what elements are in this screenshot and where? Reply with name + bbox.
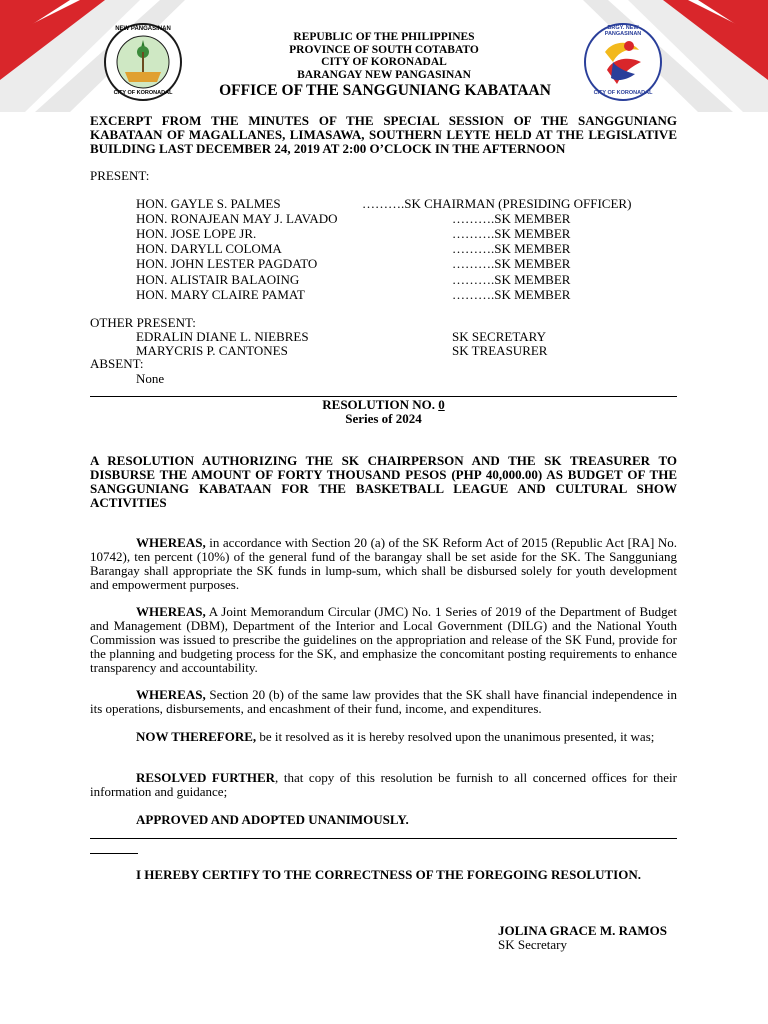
other-present-role: SK TREASURER <box>452 343 548 358</box>
paragraph-text: , that copy of this resolution be furnish to all concerned offices for their information and guidance; <box>90 770 677 799</box>
resolution-number-value: 0 <box>438 397 445 412</box>
left-logo-text-bottom: CITY OF KORONADAL <box>113 90 173 96</box>
present-role: ……….SK CHAIRMAN (PRESIDING OFFICER) <box>362 196 632 211</box>
paragraph-text: A Joint Memorandum Circular (JMC) No. 1 Series of 2019 of the Department of Budget and Management (DBM), Department of the Interior and Local Government (DILG) and the National Youth Commission was issued to prescribe the guidelines on the appropriation and release of the SK Fund, provide for the planning and budgeting process for the SK, and emphasize the concomitant posting requirements to enhance transparency and accountability. <box>90 604 677 675</box>
left-logo-text-top: NEW PANGASINAN <box>115 26 171 32</box>
header-line-1: REPUBLIC OF THE PHILIPPINES <box>293 31 475 43</box>
present-role: ……….SK MEMBER <box>452 226 571 241</box>
absent-label: ABSENT: <box>90 356 144 371</box>
signatory-title: SK Secretary <box>498 937 567 952</box>
now-therefore-paragraph <box>90 730 677 744</box>
certify-statement: I HEREBY CERTIFY TO THE CORRECTNESS OF THE FOREGOING RESOLUTION. <box>136 867 641 882</box>
present-name: HON. JOSE LOPE JR. <box>136 226 257 241</box>
present-role: ……….SK MEMBER <box>452 272 571 287</box>
paragraph-lead: WHEREAS, <box>136 604 206 619</box>
resolution-number <box>90 398 677 412</box>
present-role: ……….SK MEMBER <box>452 256 571 271</box>
divider-short <box>90 853 138 854</box>
resolved-further-paragraph <box>90 771 677 799</box>
present-name: HON. GAYLE S. PALMES <box>136 196 281 211</box>
whereas-paragraph-3 <box>90 688 677 716</box>
approved-statement: APPROVED AND ADOPTED UNANIMOUSLY. <box>136 812 409 827</box>
absent-value: None <box>136 371 165 386</box>
present-name: HON. ALISTAIR BALAOING <box>136 272 300 287</box>
paragraph-lead: NOW THEREFORE, <box>136 729 257 744</box>
other-present-label: OTHER PRESENT: <box>90 315 196 330</box>
paragraph-text: be it resolved as it is hereby resolved upon the unanimous presented, it was; <box>256 729 655 744</box>
right-logo-text-bottom: CITY OF KORONADAL <box>593 90 653 96</box>
header-line-4: BARANGAY NEW PANGASINAN <box>297 69 471 81</box>
resolution-title: A RESOLUTION AUTHORIZING THE SK CHAIRPERSON AND THE SK TREASURER TO DISBURSE THE AMOUNT OF FORTY THOUSAND PESOS (PHP 40,000.00) AS BUDGET OF THE SANGGUNIANG KABATAAN FOR THE BASKETBALL LEAGUE AND CULTURAL SHOW ACTIVITIES <box>90 453 677 510</box>
present-name: HON. MARY CLAIRE PAMAT <box>136 287 305 302</box>
paragraph-lead: WHEREAS, <box>136 687 206 702</box>
paragraph-lead: WHEREAS, <box>136 535 206 550</box>
right-logo-text-top: BRGY. NEW PANGASINAN <box>604 25 642 37</box>
present-label: PRESENT: <box>90 168 150 183</box>
paragraph-lead: RESOLVED FURTHER <box>136 770 276 785</box>
paragraph-text: Section 20 (b) of the same law provides that the SK shall have financial independence in its operations, disbursements, and encashment of their fund, income, and expenditures. <box>90 687 677 716</box>
present-role: ……….SK MEMBER <box>452 287 571 302</box>
paragraph-text: in accordance with Section 20 (a) of the SK Reform Act of 2015 (Republic Act [RA] No. 10742), ten percent (10%) of the general fund of the barangay shall be set aside for the SK. The Sangguniang Barangay shall appropriate the SK funds in lump-sum, which shall be disbursed solely for youth development and empowerment purposes. <box>90 535 677 592</box>
divider <box>90 838 677 839</box>
resolution-series: Series of 2024 <box>345 411 422 426</box>
signatory-name: JOLINA GRACE M. RAMOS <box>498 923 668 938</box>
other-present-name: EDRALIN DIANE L. NIEBRES <box>136 329 309 344</box>
resolution-label: RESOLUTION NO. <box>322 397 439 412</box>
whereas-paragraph-1 <box>90 536 677 592</box>
present-name: HON. DARYLL COLOMA <box>136 241 282 256</box>
whereas-paragraph-2 <box>90 605 677 675</box>
header-line-2: PROVINCE OF SOUTH COTABATO <box>289 44 479 56</box>
other-present-name: MARYCRIS P. CANTONES <box>136 343 288 358</box>
excerpt-heading: EXCERPT FROM THE MINUTES OF THE SPECIAL SESSION OF THE SANGGUNIANG KABATAAN OF MAGALLANES, LIMASAWA, SOUTHERN LEYTE HELD AT THE LEGISLATIVE BUILDING LAST DECEMBER 24, 2019 AT 2:00 O’CLOCK IN THE AFTERNOON <box>90 113 677 156</box>
present-role: ……….SK MEMBER <box>452 241 571 256</box>
office-title: OFFICE OF THE SANGGUNIANG KABATAAN <box>219 82 551 99</box>
present-name: HON. RONAJEAN MAY J. LAVADO <box>136 211 338 226</box>
present-role: ……….SK MEMBER <box>452 211 571 226</box>
present-name: HON. JOHN LESTER PAGDATO <box>136 256 318 271</box>
other-present-role: SK SECRETARY <box>452 329 546 344</box>
header-line-3: CITY OF KORONADAL <box>321 56 447 68</box>
